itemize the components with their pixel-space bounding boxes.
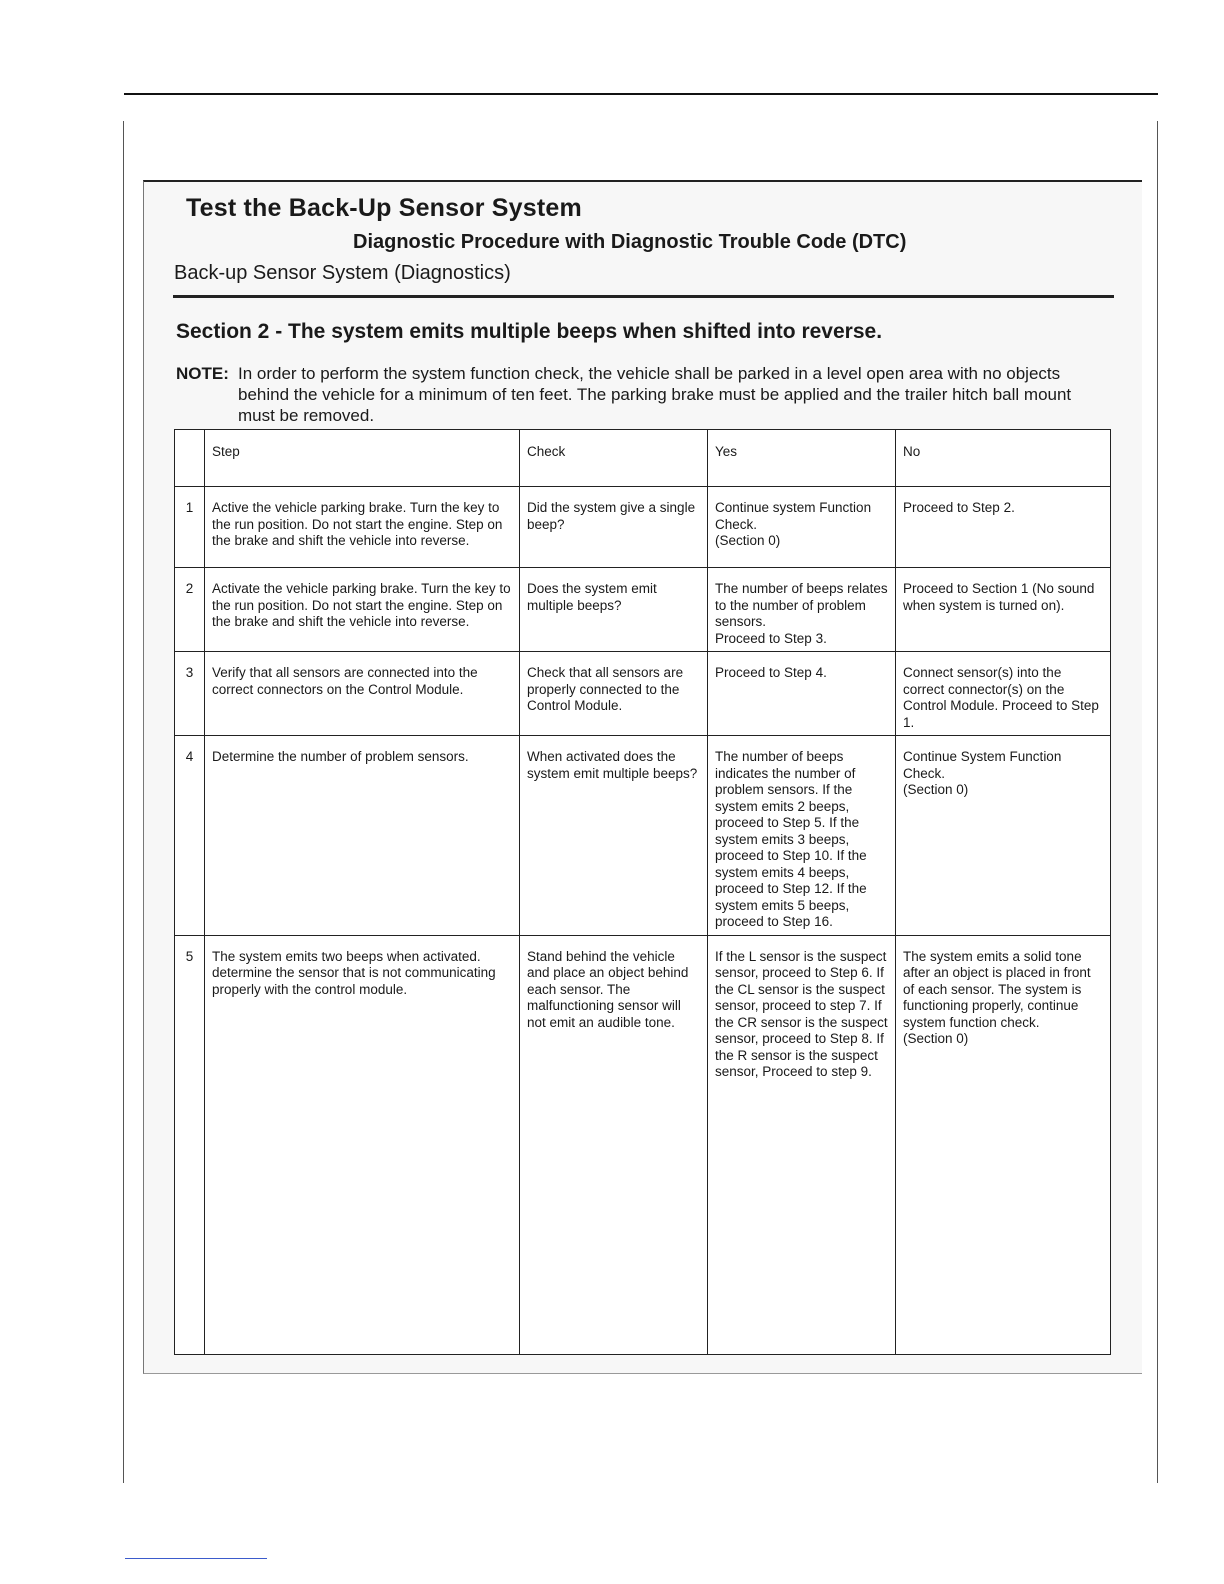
header-yes: Yes xyxy=(708,430,896,487)
right-margin-line xyxy=(1157,121,1158,1483)
page-top-rule xyxy=(124,93,1158,95)
table-row xyxy=(175,487,1111,568)
step-number: 3 xyxy=(175,652,205,736)
yes-cell: The number of beeps indicates the number of problem sensors. If the system emits 2 beeps, proceed to Step 5. If the system emits 3 beeps, proceed to Step 10. If the system emits 4 beeps, proceed to Step 12. If the system emits 5 beeps, proceed to Step 16. xyxy=(708,736,896,936)
table-row xyxy=(175,568,1111,652)
note-text: In order to perform the system function check, the vehicle shall be parked in a level open area with no objects behind the vehicle for a minimum of ten feet. The parking brake must be applied and the trailer hitch ball mount must be removed. xyxy=(238,364,1072,425)
step-cell: Determine the number of problem sensors. xyxy=(205,736,520,936)
step-number: 2 xyxy=(175,568,205,652)
header-check: Check xyxy=(520,430,708,487)
step-cell: Active the vehicle parking brake. Turn the key to the run position. Do not start the engine. Step on the brake and shift the vehicle into reverse. xyxy=(205,487,520,568)
step-number: 1 xyxy=(175,487,205,568)
yes-cell: Proceed to Step 4. xyxy=(708,652,896,736)
step-cell: Activate the vehicle parking brake. Turn the key to the run position. Do not start the engine. Step on the brake and shift the vehicle into reverse. xyxy=(205,568,520,652)
no-cell: Proceed to Step 2. xyxy=(896,487,1111,568)
no-cell: Continue System Function Check. (Section 0) xyxy=(896,736,1111,936)
diagnostic-steps-table xyxy=(174,429,1111,1355)
header-divider xyxy=(173,295,1114,298)
note-label: NOTE: xyxy=(176,364,229,383)
no-cell: The system emits a solid tone after an object is placed in front of each sensor. The system is functioning properly, continue system function check. (Section 0) xyxy=(896,935,1111,1355)
yes-cell: If the L sensor is the suspect sensor, proceed to Step 6. If the CL sensor is the suspect sensor, proceed to step 7. If the CR sensor is the suspect sensor, proceed to Step 8. If the R sensor is the suspect sensor, Proceed to step 9. xyxy=(708,935,896,1355)
table-row xyxy=(175,935,1111,1355)
no-cell: Connect sensor(s) into the correct connector(s) on the Control Module. Proceed to Step 1. xyxy=(896,652,1111,736)
table-header-row xyxy=(175,430,1111,487)
check-cell: When activated does the system emit multiple beeps? xyxy=(520,736,708,936)
section-heading: Section 2 - The system emits multiple beeps when shifted into reverse. xyxy=(176,320,883,343)
check-cell: Did the system give a single beep? xyxy=(520,487,708,568)
category-label: Back-up Sensor System (Diagnostics) xyxy=(174,262,511,284)
page-title: Test the Back-Up Sensor System xyxy=(186,194,582,222)
check-cell: Stand behind the vehicle and place an object behind each sensor. The malfunctioning sensor will not emit an audible tone. xyxy=(520,935,708,1355)
page-subtitle: Diagnostic Procedure with Diagnostic Trouble Code (DTC) xyxy=(353,231,907,253)
header-step: Step xyxy=(205,430,520,487)
left-margin-line xyxy=(123,121,124,1483)
note-block xyxy=(176,363,1106,426)
table-row xyxy=(175,736,1111,936)
no-cell: Proceed to Section 1 (No sound when system is turned on). xyxy=(896,568,1111,652)
yes-cell: The number of beeps relates to the number of problem sensors. Proceed to Step 3. xyxy=(708,568,896,652)
footer-link-underline xyxy=(125,1558,267,1559)
step-cell: The system emits two beeps when activated. determine the sensor that is not communicating properly with the control module. xyxy=(205,935,520,1355)
step-number: 4 xyxy=(175,736,205,936)
check-cell: Does the system emit multiple beeps? xyxy=(520,568,708,652)
step-number: 5 xyxy=(175,935,205,1355)
header-number-cell xyxy=(175,430,205,487)
header-no: No xyxy=(896,430,1111,487)
yes-cell: Continue system Function Check. (Section 0) xyxy=(708,487,896,568)
step-cell: Verify that all sensors are connected into the correct connectors on the Control Module. xyxy=(205,652,520,736)
table-row xyxy=(175,652,1111,736)
procedure-panel xyxy=(143,180,1142,1374)
check-cell: Check that all sensors are properly connected to the Control Module. xyxy=(520,652,708,736)
